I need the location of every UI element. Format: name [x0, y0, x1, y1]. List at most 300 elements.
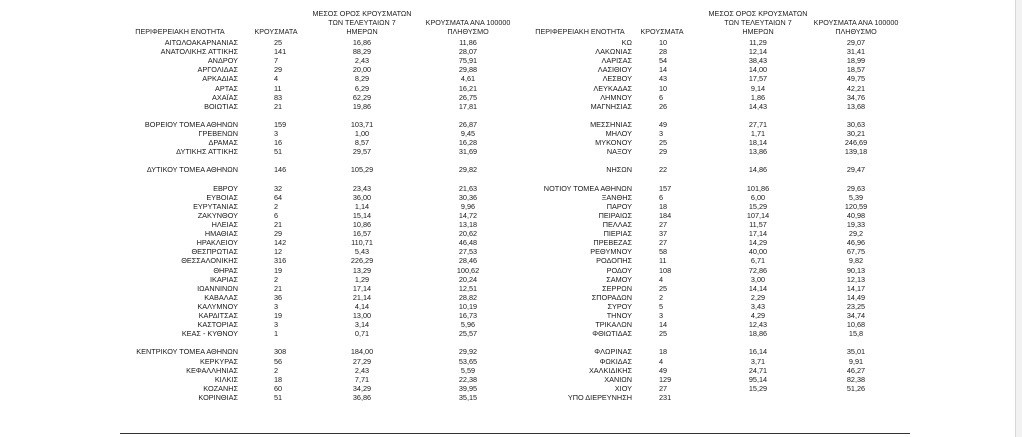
cell-region: ΛΗΜΝΟΥ — [600, 92, 632, 102]
cell-per: 14,49 — [846, 292, 866, 302]
cell-region: ΑΝΔΡΟΥ — [207, 56, 238, 66]
cell-cases: 12 — [274, 247, 283, 257]
cell-avg: 19,86 — [352, 101, 372, 111]
cell-avg: 10,86 — [352, 220, 372, 229]
cell-cases: 21 — [274, 283, 283, 293]
table-row — [0, 275, 1022, 284]
cell-cases: 108 — [659, 265, 672, 275]
cell-avg: 72,86 — [748, 265, 768, 275]
cell-avg: 0,71 — [354, 329, 370, 339]
cell-per: 10,68 — [846, 320, 866, 330]
cell-per: 17,81 — [458, 101, 478, 111]
table-row — [0, 138, 1022, 147]
cell-region: ΗΛΕΙΑΣ — [211, 220, 238, 229]
cell-cases: 18 — [274, 374, 283, 384]
cell-cases: 141 — [274, 47, 287, 57]
cell-cases: 6 — [274, 210, 279, 220]
cell-region: ΧΑΛΚΙΔΙΚΗΣ — [588, 365, 632, 375]
cell-avg: 16,86 — [352, 38, 372, 47]
right-header-cases: ΚΡΟΥΣΜΑΤΑ — [640, 27, 684, 36]
cell-avg: 103,71 — [350, 119, 374, 129]
cell-per: 51,26 — [846, 383, 866, 393]
cell-per: 139,18 — [844, 147, 868, 157]
cell-per: 20,24 — [458, 274, 478, 284]
table-row — [0, 320, 1022, 329]
cell-cases: 27 — [659, 238, 668, 248]
cell-cases: 28 — [659, 47, 668, 57]
cell-cases: 159 — [274, 119, 287, 129]
cell-cases: 5 — [659, 301, 664, 311]
cell-per: 10,19 — [458, 301, 478, 311]
cell-region: ΜΗΛΟΥ — [605, 129, 632, 138]
table-row — [0, 47, 1022, 56]
cell-region: ΠΕΛΛΑΣ — [602, 220, 632, 229]
cell-avg: 7,71 — [354, 374, 370, 384]
cell-per: 46,27 — [846, 365, 866, 375]
cell-per: 29,63 — [846, 183, 866, 193]
cell-per: 29,2 — [848, 229, 864, 239]
cell-cases: 3 — [274, 129, 279, 138]
cell-region: ΖΑΚΥΝΘΟΥ — [197, 210, 238, 220]
cell-per: 30,36 — [458, 192, 478, 202]
cell-cases: 25 — [659, 329, 668, 339]
cell-per: 29,47 — [846, 165, 866, 175]
cell-cases: 6 — [659, 92, 664, 102]
cell-region: ΚΕΦΑΛΛΗΝΙΑΣ — [186, 365, 238, 375]
right-header-per-line2: ΠΛΗΘΥΣΜΟ — [835, 27, 877, 36]
cell-region: ΣΑΜΟΥ — [606, 274, 632, 284]
cell-per: 21,63 — [458, 183, 478, 193]
cell-per: 5,59 — [460, 365, 476, 375]
cell-cases: 231 — [659, 392, 672, 402]
table-row — [0, 347, 1022, 356]
cell-per: 16,28 — [458, 138, 478, 148]
cell-per: 4,61 — [460, 74, 476, 84]
cell-per: 9,82 — [848, 256, 864, 266]
cell-cases: 26 — [659, 101, 668, 111]
cell-avg: 8,57 — [354, 138, 370, 148]
cell-avg: 29,57 — [352, 147, 372, 157]
table-row — [0, 74, 1022, 83]
cell-cases: 3 — [274, 301, 279, 311]
cell-avg: 1,14 — [354, 201, 370, 211]
cell-region: ΔΥΤΙΚΟΥ ΤΟΜΕΑ ΑΘΗΝΩΝ — [146, 165, 238, 175]
cell-cases: 19 — [274, 265, 283, 275]
right-header-avg-line2: ΤΩΝ ΤΕΛΕΥΤΑΙΩΝ 7 — [724, 18, 792, 27]
cell-cases: 25 — [659, 138, 668, 148]
cell-avg: 15,29 — [748, 201, 768, 211]
cell-avg: 14,86 — [748, 165, 768, 175]
cell-per: 28,82 — [458, 292, 478, 302]
table-row — [0, 256, 1022, 265]
table-row — [0, 311, 1022, 320]
table-row — [0, 329, 1022, 338]
table-row — [0, 120, 1022, 129]
cell-per: 35,15 — [458, 392, 478, 402]
cell-avg: 13,86 — [748, 147, 768, 157]
cell-region: ΑΡΚΑΔΙΑΣ — [202, 74, 238, 84]
cell-region: ΓΡΕΒΕΝΩΝ — [198, 129, 238, 138]
right-table-bottom-rule — [520, 433, 910, 434]
cell-per: 29,82 — [458, 165, 478, 175]
cell-region: ΕΥΡΥΤΑΝΙΑΣ — [193, 201, 238, 211]
cell-cases: 27 — [659, 220, 668, 229]
cell-per: 26,75 — [458, 92, 478, 102]
cell-region: ΚΟΡΙΝΘΙΑΣ — [198, 392, 238, 402]
cell-per: 28,07 — [458, 47, 478, 57]
cell-cases: 2 — [274, 365, 279, 375]
cell-avg: 14,00 — [748, 65, 768, 75]
cell-avg: 20,00 — [352, 65, 372, 75]
cell-per: 13,18 — [458, 220, 478, 229]
cell-region: ΥΠΟ ΔΙΕΡΕΥΝΗΣΗ — [567, 392, 632, 402]
cell-cases: 64 — [274, 192, 283, 202]
cell-avg: 11,57 — [749, 220, 767, 229]
cell-per: 19,33 — [846, 220, 866, 229]
cell-cases: 11 — [659, 256, 667, 266]
cell-per: 120,59 — [844, 201, 868, 211]
cell-cases: 184 — [659, 210, 672, 220]
cell-region: ΚΑΡΔΙΤΣΑΣ — [198, 311, 238, 320]
cell-avg: 24,71 — [748, 365, 768, 375]
cell-per: 31,69 — [458, 147, 478, 157]
cell-avg: 88,29 — [352, 47, 372, 57]
cell-per: 9,96 — [460, 201, 476, 211]
cell-cases: 16 — [274, 138, 283, 148]
right-header-avg-line3: ΗΜΕΡΩΝ — [742, 27, 774, 36]
cell-per: 39,95 — [458, 383, 478, 393]
table-row — [0, 220, 1022, 229]
cell-avg: 9,14 — [750, 83, 766, 93]
cell-cases: 54 — [659, 56, 668, 66]
cell-region: ΦΛΩΡΙΝΑΣ — [594, 347, 632, 357]
cell-region: ΠΕΙΡΑΙΩΣ — [598, 210, 632, 220]
cell-region: ΠΡΕΒΕΖΑΣ — [593, 238, 632, 248]
cell-per: 29,07 — [846, 38, 866, 47]
cell-cases: 18 — [659, 201, 668, 211]
cell-cases: 51 — [274, 147, 283, 157]
cell-per: 100,62 — [456, 265, 480, 275]
cell-per: 31,41 — [846, 47, 866, 57]
cell-per: 46,48 — [458, 238, 478, 248]
cell-avg: 27,71 — [748, 119, 768, 129]
cell-cases: 60 — [274, 383, 283, 393]
cell-per: 75,91 — [458, 56, 478, 66]
cell-avg: 1,71 — [750, 129, 766, 138]
cell-cases: 27 — [659, 383, 668, 393]
cell-per: 90,13 — [846, 265, 866, 275]
cell-region: ΚΑΣΤΟΡΙΑΣ — [197, 320, 238, 330]
cell-avg: 101,86 — [746, 183, 770, 193]
cell-region: ΑΡΤΑΣ — [214, 83, 238, 93]
cell-avg: 11,29 — [749, 38, 767, 47]
cell-avg: 16,14 — [748, 347, 768, 357]
cell-cases: 21 — [274, 220, 283, 229]
cell-per: 29,92 — [458, 347, 478, 357]
cell-avg: 17,57 — [748, 74, 768, 84]
cell-region: ΠΙΕΡΙΑΣ — [603, 229, 632, 239]
left-header-avg-line3: ΗΜΕΡΩΝ — [346, 27, 378, 36]
cell-per: 34,76 — [846, 92, 866, 102]
cell-avg: 17,14 — [352, 283, 372, 293]
cell-cases: 37 — [659, 229, 668, 239]
cell-avg: 2,29 — [750, 292, 766, 302]
cell-per: 18,57 — [846, 65, 866, 75]
cell-per: 14,17 — [846, 283, 866, 293]
left-table-bottom-rule — [120, 433, 520, 434]
cell-per: 14,72 — [458, 210, 478, 220]
page-edge — [1015, 0, 1022, 437]
cell-per: 40,98 — [846, 210, 866, 220]
table-spacer-row — [0, 175, 1022, 184]
cell-cases: 11 — [274, 83, 282, 93]
cell-avg: 4,14 — [354, 301, 370, 311]
cell-per: 12,51 — [458, 283, 478, 293]
cell-avg: 4,29 — [750, 311, 766, 320]
cell-cases: 4 — [274, 74, 279, 84]
table-row — [0, 284, 1022, 293]
cell-cases: 14 — [659, 65, 668, 75]
cell-cases: 2 — [274, 201, 279, 211]
cell-avg: 2,43 — [354, 56, 370, 66]
cell-cases: 19 — [274, 311, 283, 320]
cell-cases: 43 — [659, 74, 668, 84]
cell-per: 23,25 — [846, 301, 866, 311]
table-row — [0, 375, 1022, 384]
cell-avg: 110,71 — [351, 238, 373, 248]
cell-cases: 51 — [274, 392, 283, 402]
cell-region: ΕΥΒΟΙΑΣ — [206, 192, 238, 202]
left-header-region: ΠΕΡΙΦΕΡΕΙΑΚΗ ΕΝΟΤΗΤΑ — [135, 27, 225, 36]
cell-avg: 1,29 — [354, 274, 370, 284]
cell-avg: 3,71 — [750, 356, 766, 366]
cell-cases: 25 — [659, 283, 668, 293]
cell-cases: 21 — [274, 101, 283, 111]
left-header-per-line2: ΠΛΗΘΥΣΜΟ — [447, 27, 489, 36]
cell-avg: 34,29 — [352, 383, 372, 393]
cell-avg: 8,29 — [354, 74, 370, 84]
cell-avg: 6,71 — [750, 256, 766, 266]
cell-avg: 36,86 — [352, 392, 372, 402]
cell-per: 16,73 — [458, 311, 478, 320]
cell-region: ΦΩΚΙΔΑΣ — [599, 356, 632, 366]
table-row — [0, 211, 1022, 220]
cell-avg: 14,43 — [748, 101, 768, 111]
cell-cases: 56 — [274, 356, 283, 366]
cell-per: 67,75 — [846, 247, 866, 257]
table-row — [0, 302, 1022, 311]
cell-region: ΚΕΝΤΡΙΚΟΥ ΤΟΜΕΑ ΑΘΗΝΩΝ — [136, 347, 238, 357]
cell-region: ΗΜΑΘΙΑΣ — [204, 229, 238, 239]
cell-avg: 62,29 — [352, 92, 372, 102]
right-header-per-line1: ΚΡΟΥΣΜΑΤΑ ΑΝΑ 100000 — [813, 18, 899, 27]
table-row — [0, 147, 1022, 156]
cell-per: 30,21 — [846, 129, 866, 138]
cell-avg: 2,43 — [354, 365, 370, 375]
cell-per: 46,96 — [846, 238, 866, 248]
cell-cases: 2 — [274, 274, 279, 284]
cell-region: ΣΠΟΡΑΔΩΝ — [591, 292, 632, 302]
cell-avg: 15,29 — [748, 383, 768, 393]
cell-region: ΠΑΡΟΥ — [606, 201, 632, 211]
cell-cases: 4 — [659, 356, 664, 366]
table-row — [0, 184, 1022, 193]
cell-region: ΡΟΔΟΥ — [606, 265, 632, 275]
cell-region: ΜΕΣΣΗΝΙΑΣ — [590, 119, 632, 129]
cell-avg: 5,43 — [354, 247, 370, 257]
cell-region: ΝΟΤΙΟΥ ΤΟΜΕΑ ΑΘΗΝΩΝ — [543, 183, 632, 193]
table-row — [0, 93, 1022, 102]
table-spacer-row — [0, 338, 1022, 347]
cell-region: ΧΑΝΙΩΝ — [604, 374, 632, 384]
table-row — [0, 393, 1022, 402]
cell-per: 82,38 — [846, 374, 866, 384]
cell-region: ΚΕΡΚΥΡΑΣ — [199, 356, 238, 366]
cell-avg: 14,29 — [748, 238, 768, 248]
cell-avg: 27,29 — [352, 356, 372, 366]
cell-cases: 1 — [274, 329, 279, 339]
cell-region: ΤΡΙΚΑΛΩΝ — [595, 320, 632, 330]
cell-avg: 1,00 — [354, 129, 370, 138]
cell-avg: 17,14 — [748, 229, 768, 239]
cell-region: ΞΑΝΘΗΣ — [601, 192, 632, 202]
table-spacer-row — [0, 156, 1022, 165]
cell-per: 20,62 — [458, 229, 478, 239]
cell-cases: 22 — [659, 165, 668, 175]
cell-cases: 7 — [274, 56, 279, 66]
table-row — [0, 193, 1022, 202]
cell-avg: 226,29 — [350, 256, 374, 266]
table-row — [0, 293, 1022, 302]
cell-avg: 13,00 — [352, 311, 372, 320]
cell-avg: 3,00 — [750, 274, 766, 284]
cell-avg: 23,43 — [352, 183, 372, 193]
cell-per: 9,91 — [848, 356, 864, 366]
cell-avg: 18,14 — [748, 138, 768, 148]
cell-cases: 36 — [274, 292, 283, 302]
cell-region: ΚΙΛΚΙΣ — [214, 374, 238, 384]
cell-region: ΛΕΣΒΟΥ — [602, 74, 632, 84]
cell-cases: 308 — [274, 347, 287, 357]
cell-per: 5,39 — [848, 192, 864, 202]
cell-per: 28,46 — [458, 256, 478, 266]
cell-region: ΤΗΝΟΥ — [606, 311, 632, 320]
cell-avg: 36,00 — [352, 192, 372, 202]
table-row — [0, 102, 1022, 111]
cell-per: 27,53 — [458, 247, 478, 257]
cell-avg: 12,14 — [748, 47, 768, 57]
cell-per: 13,68 — [846, 101, 866, 111]
cell-avg: 18,86 — [748, 329, 768, 339]
cell-avg: 40,00 — [748, 247, 768, 257]
cell-region: ΛΑΣΙΘΙΟΥ — [597, 65, 632, 75]
cell-cases: 83 — [274, 92, 283, 102]
table-row — [0, 84, 1022, 93]
cell-cases: 146 — [274, 165, 287, 175]
table-row — [0, 384, 1022, 393]
cell-region: ΔΥΤΙΚΗΣ ΑΤΤΙΚΗΣ — [176, 147, 238, 157]
cell-region: ΝΑΞΟΥ — [606, 147, 632, 157]
left-header-avg-line1: ΜΕΣΟΣ ΟΡΟΣ ΚΡΟΥΣΜΑΤΩΝ — [312, 9, 412, 18]
cell-cases: 14 — [659, 320, 668, 330]
cell-cases: 29 — [274, 65, 283, 75]
cell-region: ΦΘΙΩΤΙΔΑΣ — [592, 329, 632, 339]
cell-per: 49,75 — [846, 74, 866, 84]
table-spacer-row — [0, 111, 1022, 120]
cell-per: 9,45 — [460, 129, 476, 138]
cell-cases: 29 — [659, 147, 668, 157]
table-row — [0, 357, 1022, 366]
cell-avg: 105,29 — [350, 165, 374, 175]
left-header-cases: ΚΡΟΥΣΜΑΤΑ — [254, 27, 298, 36]
cell-cases: 129 — [659, 374, 672, 384]
cell-avg: 1,86 — [750, 92, 766, 102]
cell-cases: 157 — [659, 183, 672, 193]
cell-region: ΧΙΟΥ — [614, 383, 632, 393]
cell-region: ΜΥΚΟΝΟΥ — [595, 138, 632, 148]
left-header-per-line1: ΚΡΟΥΣΜΑΤΑ ΑΝΑ 100000 — [425, 18, 511, 27]
cell-avg: 3,43 — [750, 301, 766, 311]
table-row — [0, 165, 1022, 174]
cell-avg: 13,29 — [352, 265, 372, 275]
cell-cases: 3 — [274, 320, 279, 330]
cell-cases: 49 — [659, 119, 668, 129]
cell-per: 30,63 — [846, 119, 866, 129]
cell-cases: 6 — [659, 192, 664, 202]
table-row — [0, 65, 1022, 74]
cell-region: ΣΕΡΡΩΝ — [602, 283, 632, 293]
cell-cases: 32 — [274, 183, 283, 193]
cell-per: 29,88 — [458, 65, 478, 75]
cell-per: 42,21 — [846, 83, 866, 93]
cell-region: ΙΩΑΝΝΙΝΩΝ — [197, 283, 238, 293]
cell-cases: 49 — [659, 365, 668, 375]
cell-cases: 3 — [659, 311, 664, 320]
left-header-avg-line2: ΤΩΝ ΤΕΛΕΥΤΑΙΩΝ 7 — [328, 18, 396, 27]
cell-per: 246,69 — [844, 138, 868, 148]
cell-region: ΘΗΡΑΣ — [213, 265, 238, 275]
cell-per: 5,96 — [460, 320, 476, 330]
cell-region: ΑΧΑΪΑΣ — [211, 92, 238, 102]
cell-region: ΡΟΔΟΠΗΣ — [596, 256, 632, 266]
cell-avg: 3,14 — [354, 320, 370, 330]
cell-cases: 4 — [659, 274, 664, 284]
cell-region: ΚΕΑΣ - ΚΥΘΝΟΥ — [181, 329, 238, 339]
table-row — [0, 247, 1022, 256]
cell-avg: 16,57 — [352, 229, 372, 239]
cell-per: 35,01 — [846, 347, 866, 357]
cell-per: 26,87 — [458, 119, 478, 129]
cell-per: 25,57 — [458, 329, 478, 339]
cell-region: ΕΒΡΟΥ — [213, 183, 238, 193]
cell-region: ΔΡΑΜΑΣ — [208, 138, 238, 148]
cell-per: 16,21 — [458, 83, 478, 93]
cell-region: ΚΩ — [621, 38, 632, 47]
table-row — [0, 266, 1022, 275]
cell-region: ΑΙΤΩΛΟΑΚΑΡΝΑΝΙΑΣ — [164, 38, 238, 47]
cell-avg: 38,43 — [748, 56, 768, 66]
table-row — [0, 38, 1022, 47]
table-row — [0, 202, 1022, 211]
cell-cases: 10 — [659, 38, 668, 47]
cell-region: ΙΚΑΡΙΑΣ — [209, 274, 238, 284]
cell-avg: 21,14 — [352, 292, 372, 302]
cell-region: ΚΑΛΥΜΝΟΥ — [197, 301, 238, 311]
table-row — [0, 238, 1022, 247]
cell-cases: 29 — [274, 229, 283, 239]
right-header-avg-line1: ΜΕΣΟΣ ΟΡΟΣ ΚΡΟΥΣΜΑΤΩΝ — [708, 9, 808, 18]
cell-avg: 15,14 — [352, 210, 372, 220]
